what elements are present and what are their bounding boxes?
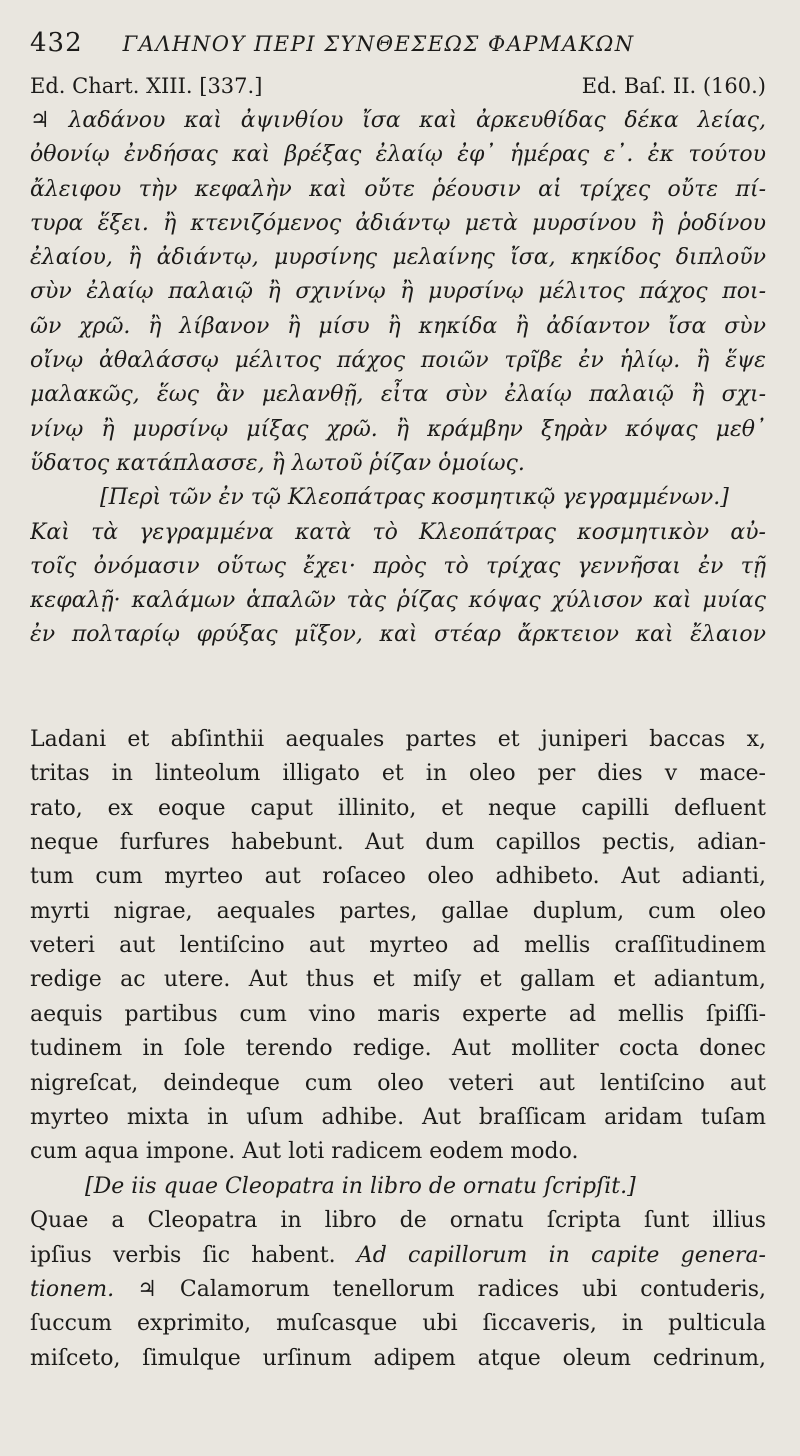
greek-line: ῶν χρῶ. ἢ λίβανον ἢ μίσυ ἢ κηκίδα ἢ ἀδίαντον ἴσα σὺν [30, 313, 766, 339]
latin-line: neque furfures habebunt. Aut dum capillos pectis, adian- [30, 829, 766, 855]
edition-line [30, 70, 766, 102]
greek-line: ἐλαίου, ἢ ἀδιάντῳ, μυρσίνης μελαίνης ἴσα, κηκίδος διπλοῦν [30, 245, 766, 271]
greek-line: ὀθονίῳ ἐνδήσας καὶ βρέξας ἐλαίῳ ἐφ᾽ ἡμέρας ε᾽. ἐκ τούτου [30, 142, 766, 168]
latin-section-heading: [De iis quae Cleopatra in libro de ornatu ſcripſit.] [85, 1173, 636, 1199]
latin-line: tritas in linteolum illigato et in oleo per dies v mace- [30, 761, 766, 787]
latin-line: rato, ex eoque caput illinito, et neque capilli defluent [30, 795, 766, 821]
latin-line: veteri aut lentiſcino aut myrteo ad mellis craſſitudinem [30, 933, 766, 959]
page-number: 432 [30, 28, 83, 58]
greek-line: νίνῳ ἢ μυρσίνῳ μίξας χρῶ. ἢ κράμβην ξηρὰν κόψας μεθ᾽ [30, 416, 766, 442]
edition-left: Ed. Chart. XIII. [337.] [30, 74, 263, 98]
greek-section-heading: [Περὶ τῶν ἐν τῷ Κλεοπάτρας κοσμητικῷ γεγραμμένων.] [100, 485, 729, 511]
greek-line: ἄλειφου τὴν κεφαλὴν καὶ οὔτε ῥέουσιν αἱ τρίχες οὔτε πί- [30, 176, 766, 202]
running-title: ΓΑΛΗΝΟΥ ΠΕΡΙ ΣΥΝΘΕΣΕΩΣ ΦΑΡΜΑΚΩΝ [122, 32, 635, 56]
latin-line: nigreſcat, deindeque cum oleo veteri aut lentiſcino aut [30, 1070, 766, 1096]
latin-line: Quae a Cleopatra in libro de ornatu ſcripta ſunt illius [30, 1208, 766, 1234]
latin-text-span: ♃ Calamorum tenellorum radices ubi contuderis, [137, 1276, 766, 1302]
edition-right: Ed. Baſ. II. (160.) [581, 74, 766, 98]
latin-line: tum cum myrteo aut roſaceo oleo adhibeto. Aut adianti, [30, 864, 766, 890]
latin-line: Ladani et abſinthii aequales partes et juniperi baccas x, [30, 726, 766, 752]
latin-text [30, 723, 766, 1376]
greek-line: Καὶ τὰ γεγραμμένα κατὰ τὸ Κλεοπάτρας κοσμητικὸν αὐ- [30, 519, 766, 545]
greek-line: μαλακῶς, ἕως ἂν μελανθῇ, εἶτα σὺν ἐλαίῳ παλαιῷ ἢ σχι- [30, 382, 766, 408]
latin-line: ſuccum exprimito, muſcasque ubi ſiccaveris, in pulticula [30, 1311, 766, 1337]
latin-line-mixed [30, 1273, 766, 1307]
latin-subheading-span: tionem. [30, 1276, 115, 1302]
latin-line: myrti nigrae, aequales partes, gallae duplum, cum oleo [30, 898, 766, 924]
greek-line: οἴνῳ ἀθαλάσσῳ μέλιτος πάχος ποιῶν τρῖβε ἐν ἡλίῳ. ἢ ἕψε [30, 348, 766, 374]
greek-text [30, 104, 766, 653]
latin-line: tudinem in ſole terendo redige. Aut molliter cocta donec [30, 1036, 766, 1062]
greek-line: ♃ λαδάνου καὶ ἀψινθίου ἴσα καὶ ἀρκευθίδας δέκα λείας, [30, 108, 766, 133]
greek-line: ἐν πολταρίῳ φρύξας μῖξον, καὶ στέαρ ἄρκτειον καὶ ἔλαιον [30, 622, 766, 648]
greek-line: ὕδατος κατάπλασσε, ἢ λωτοῦ ῥίζαν ὁμοίως. [30, 450, 525, 476]
latin-line: aequis partibus cum vino maris experte ad mellis ſpiſſi- [30, 1001, 766, 1027]
latin-line: cum aqua impone. Aut loti radicem eodem modo. [30, 1139, 579, 1165]
greek-line: κεφαλῇ· καλάμων ἁπαλῶν τὰς ῥίζας κόψας χύλισον καὶ μυίας [30, 588, 766, 614]
page-header [30, 28, 766, 70]
latin-line: redige ac utere. Aut thus et miſy et gallam et adiantum, [30, 967, 766, 993]
latin-text-span: ipſius verbis ſic habent. [30, 1242, 336, 1268]
latin-line-mixed [30, 1239, 766, 1273]
greek-line: τυρα ἕξει. ἢ κτενιζόμενος ἀδιάντῳ μετὰ μυρσίνου ἢ ῥοδίνου [30, 210, 766, 236]
latin-line: miſceto, ſimulque urſinum adipem atque oleum cedrinum, [30, 1345, 766, 1371]
latin-subheading-span: Ad capillorum in capite genera- [356, 1242, 766, 1268]
greek-line: σὺν ἐλαίῳ παλαιῷ ἢ σχινίνῳ ἢ μυρσίνῳ μέλιτος πάχος ποι- [30, 279, 766, 305]
latin-line: myrteo mixta in uſum adhibe. Aut braſſicam aridam tuſam [30, 1105, 766, 1131]
greek-line: τοῖς ὀνόμασιν οὕτως ἔχει· πρὸς τὸ τρίχας γεννῆσαι ἐν τῇ [30, 553, 766, 579]
